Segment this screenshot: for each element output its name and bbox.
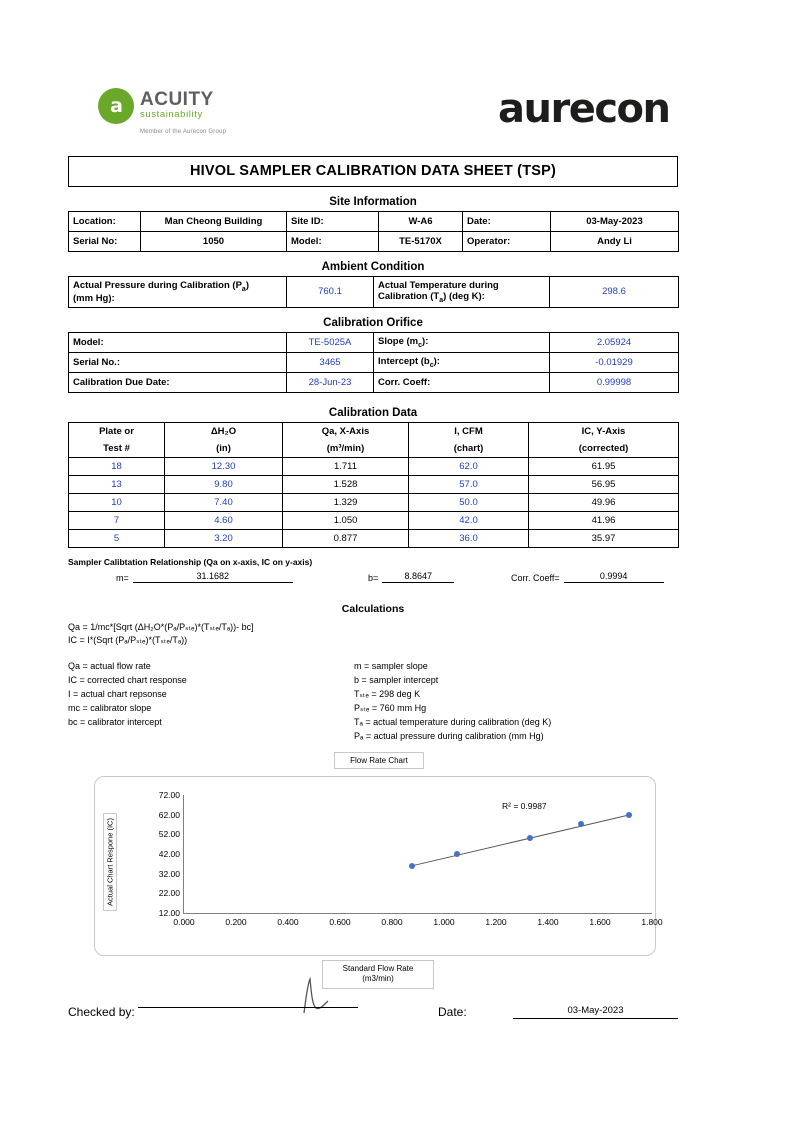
cell-plate: 10	[69, 493, 165, 511]
table-row	[69, 493, 679, 511]
site-id-value: W-A6	[379, 212, 463, 232]
table-header-row-2	[69, 440, 679, 458]
x-tick: 1.000	[433, 916, 455, 927]
orifice-slope-label-end: ):	[422, 335, 429, 347]
cell-dh2o: 12.30	[165, 457, 283, 475]
acuity-logo	[98, 88, 226, 135]
r-squared-annotation: R² = 0.9987	[502, 800, 547, 811]
orifice-intercept-label-sub: c	[429, 361, 434, 369]
chart-x-axis-label-line1: Standard Flow Rate	[342, 963, 414, 973]
orifice-slope-value: 2.05924	[550, 332, 679, 352]
calibration-orifice-table	[68, 332, 679, 393]
aurecon-name: aurecon	[498, 86, 670, 132]
legend-item: IC = corrected chart response	[68, 674, 187, 685]
col-header-dh2o: ΔH₂O	[165, 422, 283, 440]
cell-qa: 1.528	[283, 475, 409, 493]
signature-row	[68, 1005, 678, 1027]
operator-value: Andy Li	[551, 232, 679, 252]
orifice-corr-value: 0.99998	[550, 372, 679, 392]
date-value: 03-May-2023	[551, 212, 679, 232]
sampler-relationship-row	[68, 571, 678, 589]
cell-plate: 13	[69, 475, 165, 493]
x-tick: 1.800	[641, 916, 663, 927]
intercept-label: b=	[368, 572, 379, 583]
col-subheader-chart: (chart)	[409, 440, 529, 458]
page-title: HIVOL SAMPLER CALIBRATION DATA SHEET (TSP)	[68, 156, 678, 187]
acuity-name: ACUITY	[140, 89, 214, 110]
chart-plot-area	[94, 776, 663, 956]
x-tick: 0.400	[277, 916, 299, 927]
orifice-intercept-label	[374, 352, 550, 372]
actual-pressure-value: 760.1	[287, 277, 374, 308]
actual-pressure-label-sub: a	[241, 285, 246, 293]
serial-value: 1050	[141, 232, 287, 252]
orifice-intercept-label-text: Intercept (b	[378, 355, 430, 367]
footer-date-value[interactable]: 03-May-2023	[513, 1005, 678, 1019]
legend-item: Qa = actual flow rate	[68, 660, 151, 671]
y-tick: 72.00	[158, 789, 180, 800]
cell-ic: 49.96	[529, 493, 679, 511]
y-tick: 42.00	[158, 848, 180, 859]
col-subheader-in: (in)	[165, 440, 283, 458]
cell-icfm: 36.0	[409, 529, 529, 547]
x-tick: 0.200	[225, 916, 247, 927]
actual-pressure-label-text: Actual Pressure during Calibration (P	[73, 280, 242, 291]
legend-item: Pₛₜₑ = 760 mm Hg	[354, 702, 427, 713]
formula-ic: IC = I*(Sqrt (Pₐ/Pₛₜₑ)*(Tₛₜₑ/Tₐ))	[68, 635, 188, 646]
legend-item: b = sampler intercept	[354, 674, 439, 685]
site-id-label: Site ID:	[287, 212, 379, 232]
chart-trendline	[184, 795, 652, 913]
logo-row	[68, 80, 678, 142]
acuity-tagline: sustainability	[140, 109, 203, 120]
checked-by-label: Checked by:	[68, 1005, 135, 1019]
actual-temperature-label	[374, 277, 550, 308]
y-tick: 62.00	[158, 809, 180, 820]
table-row	[69, 372, 679, 392]
y-tick: 52.00	[158, 829, 180, 840]
acuity-member-note: Member of the Aurecon Group	[140, 129, 227, 136]
calibration-orifice-heading: Calibration Orifice	[323, 316, 423, 329]
x-tick: 1.200	[485, 916, 507, 927]
cell-dh2o: 3.20	[165, 529, 283, 547]
slope-label: m=	[116, 572, 129, 583]
col-header-icfm: I, CFM	[409, 422, 529, 440]
orifice-slope-label	[374, 332, 550, 352]
footer-date-label: Date:	[438, 1005, 467, 1019]
y-tick: 22.00	[158, 888, 180, 899]
table-row	[69, 352, 679, 372]
y-tick: 32.00	[158, 868, 180, 879]
cell-ic: 56.95	[529, 475, 679, 493]
formula-qa: Qa = 1/mс*[Sqrt (ΔH₂O*(Pₐ/Pₛₜₑ)*(Tₛₜₑ/Tₐ))- bс]	[68, 621, 254, 632]
table-row	[69, 212, 679, 232]
x-tick: 1.400	[537, 916, 559, 927]
orifice-slope-label-text: Slope (m	[378, 335, 419, 347]
actual-temperature-value: 298.6	[550, 277, 679, 308]
y-tick: 12.00	[158, 907, 180, 918]
table-row	[69, 457, 679, 475]
data-point	[527, 835, 533, 841]
cell-icfm: 62.0	[409, 457, 529, 475]
orifice-serial-value: 3465	[287, 352, 374, 372]
table-row	[69, 332, 679, 352]
corr-coeff-label: Corr. Coeff=	[511, 572, 560, 583]
cell-qa: 1.050	[283, 511, 409, 529]
actual-temperature-label-text2: Calibration (T	[378, 291, 440, 302]
acuity-mark-icon: a	[98, 88, 134, 124]
cell-plate: 7	[69, 511, 165, 529]
ambient-condition-heading: Ambient Condition	[321, 261, 425, 273]
legend-item: m = sampler slope	[354, 660, 428, 671]
calculations-heading: Calculations	[341, 602, 405, 615]
cell-icfm: 42.0	[409, 511, 529, 529]
actual-temperature-label-text: Actual Temperature during	[378, 280, 499, 291]
actual-pressure-units: (mm Hg):	[73, 292, 115, 304]
col-header-plate: Plate or	[69, 422, 165, 440]
orifice-serial-label: Serial No.:	[69, 352, 287, 372]
cell-qa: 0.877	[283, 529, 409, 547]
col-header-qa: Qa, X-Axis	[283, 422, 409, 440]
calibration-data-heading: Calibration Data	[328, 406, 418, 419]
site-information-heading: Site Information	[329, 196, 417, 208]
cell-icfm: 50.0	[409, 493, 529, 511]
table-row	[69, 277, 679, 308]
chart-y-axis-label-text: Actual Chart Respone (IC)	[105, 817, 115, 906]
data-point	[454, 851, 460, 857]
cell-icfm: 57.0	[409, 475, 529, 493]
legend-item: I = actual chart repsonse	[68, 688, 167, 699]
site-information-table	[68, 211, 679, 252]
calibration-data-table	[68, 422, 679, 548]
actual-temperature-units: ) (deg K):	[443, 291, 485, 302]
cell-plate: 5	[69, 529, 165, 547]
actual-temperature-label-sub: a	[439, 296, 444, 304]
orifice-due-label: Calibration Due Date:	[69, 372, 287, 392]
orifice-intercept-value: -0.01929	[550, 352, 679, 372]
aurecon-logo	[498, 86, 670, 132]
signature-block	[68, 1005, 678, 1027]
corr-coeff-value: 0.9994	[564, 571, 664, 583]
chart-title: Flow Rate Chart	[334, 752, 424, 769]
x-tick: 0.000	[173, 916, 195, 927]
col-subheader-corrected: (corrected)	[529, 440, 679, 458]
cell-qa: 1.329	[283, 493, 409, 511]
orifice-slope-label-sub: c	[418, 341, 423, 349]
legend-item: Pₐ = actual pressure during calibration (mm Hg)	[354, 730, 544, 741]
legend-left-column	[68, 660, 328, 730]
model-label: Model:	[287, 232, 379, 252]
cell-ic: 35.97	[529, 529, 679, 547]
orifice-model-label: Model:	[69, 332, 287, 352]
cell-plate: 18	[69, 457, 165, 475]
ambient-condition-table	[68, 276, 679, 308]
col-header-ic: IC, Y-Axis	[529, 422, 679, 440]
data-point	[578, 821, 584, 827]
table-row	[69, 511, 679, 529]
checked-by-field[interactable]	[138, 1005, 358, 1008]
cell-ic: 61.95	[529, 457, 679, 475]
orifice-corr-label: Corr. Coeff:	[374, 372, 550, 392]
slope-value: 31.1682	[133, 571, 293, 583]
cell-ic: 41.96	[529, 511, 679, 529]
calibration-sheet	[68, 80, 678, 1019]
chart-axes	[158, 789, 663, 927]
data-point	[409, 863, 415, 869]
x-tick: 0.800	[381, 916, 403, 927]
table-row	[69, 475, 679, 493]
x-tick: 1.600	[589, 916, 611, 927]
cell-dh2o: 9.80	[165, 475, 283, 493]
model-value: TE-5170X	[379, 232, 463, 252]
chart-y-axis-label	[103, 813, 117, 911]
legend-item: bс = calibrator intercept	[68, 716, 162, 727]
flow-rate-chart	[68, 755, 678, 984]
date-label: Date:	[463, 212, 551, 232]
col-subheader-test: Test #	[69, 440, 165, 458]
chart-x-axis-label-line2: (m3/min)	[362, 974, 394, 984]
data-point	[626, 812, 632, 818]
operator-label: Operator:	[463, 232, 551, 252]
col-subheader-m3min: (m³/min)	[283, 440, 409, 458]
legend-item: mс = calibrator slope	[68, 702, 152, 713]
orifice-due-value: 28-Jun-23	[287, 372, 374, 392]
location-label: Location:	[69, 212, 141, 232]
cell-dh2o: 7.40	[165, 493, 283, 511]
table-row	[69, 232, 679, 252]
orifice-intercept-label-end: ):	[433, 355, 440, 367]
orifice-model-value: TE-5025A	[287, 332, 374, 352]
legend-right-column	[354, 660, 684, 744]
acuity-wordmark	[140, 88, 226, 135]
actual-pressure-label: Actual Pressure during Calibration $(P_a)$ (mm Hg):	[69, 277, 287, 308]
sampler-relationship-title: Sampler Calibtation Relationship (Qa on x-axis, IC on y-axis)	[68, 556, 313, 567]
legend-item: Tₐ = actual temperature during calibration (deg K)	[354, 716, 552, 727]
legend-item: Tₛₜₑ = 298 deg K	[354, 688, 421, 699]
intercept-value: 8.8647	[382, 571, 454, 583]
serial-label: Serial No:	[69, 232, 141, 252]
table-header-row	[69, 422, 679, 440]
table-row	[69, 529, 679, 547]
cell-qa: 1.711	[283, 457, 409, 475]
location-value: Man Cheong Building	[141, 212, 287, 232]
x-tick: 0.600	[329, 916, 351, 927]
cell-dh2o: 4.60	[165, 511, 283, 529]
